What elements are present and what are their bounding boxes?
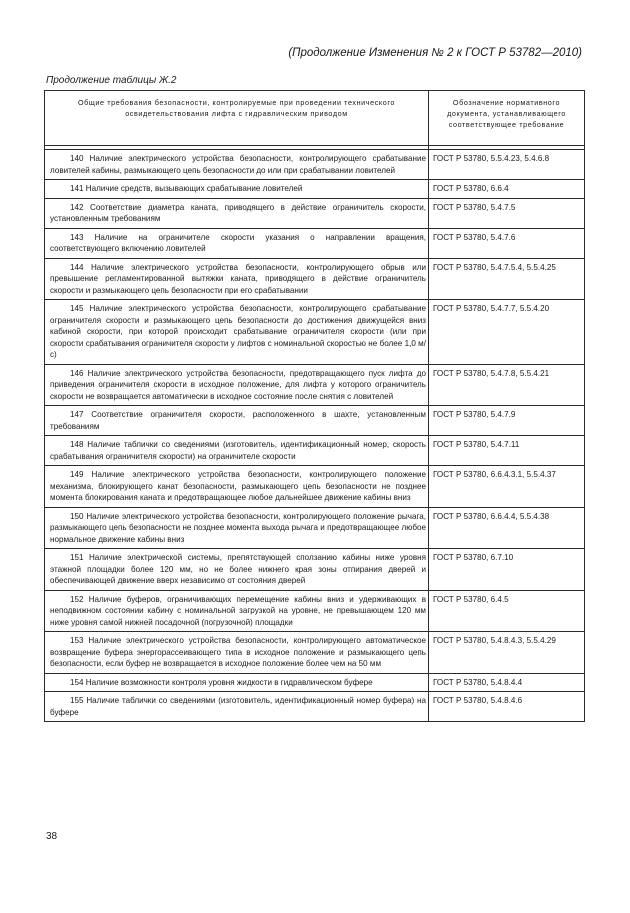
table-row [45, 300, 585, 365]
table-row [45, 692, 585, 722]
requirement-cell [45, 406, 429, 436]
requirement-cell [45, 364, 429, 406]
reference-cell: ГОСТ Р 53780, 5.5.4.23, 5.4.6.8 [429, 150, 585, 180]
requirement-cell [45, 258, 429, 300]
requirement-cell [45, 466, 429, 508]
reference-cell: ГОСТ Р 53780, 5.4.8.4.3, 5.5.4.29 [429, 632, 585, 674]
requirement-cell [45, 436, 429, 466]
requirement-text: 149 Наличие электрического устройства безопасности, контролирующего положение механизма, блокирующего канат безопасности, размыкающего цепь безопасности не позднее момента блокирования каната и предотвращающее любое дальнейшее движение кабины вниз [50, 470, 426, 502]
requirement-cell [45, 692, 429, 722]
table-row [45, 436, 585, 466]
requirement-text: 143 Наличие на ограничителе скорости указания о направлении вращения, соответствующего включению ловителей [50, 232, 426, 253]
table-row [45, 673, 585, 692]
requirement-cell [45, 507, 429, 549]
table-row [45, 590, 585, 632]
reference-cell: ГОСТ Р 53780, 5.4.7.8, 5.5.4.21 [429, 364, 585, 406]
reference-cell: ГОСТ Р 53780, 6.6.4 [429, 180, 585, 199]
table-row [45, 406, 585, 436]
table-row [45, 228, 585, 258]
reference-cell: ГОСТ Р 53780, 6.6.4.3.1, 5.5.4.37 [429, 466, 585, 508]
requirement-text: 142 Соответствие диаметра каната, приводящего в действие ограничитель скорости, установленным требованиям [50, 202, 426, 223]
requirement-text: 145 Наличие электрического устройства безопасности, контролирующего срабатывание ограничителя скорости и размыкающего цепь безопасности до достижения движущейся вниз кабиной скорости, при которой происходит срабатывание ограничителя скорости (или при скорости срабатывания ограничителя скорости у лифтов с номинальной скоростью не более 1,0 м/с) [50, 304, 426, 359]
requirement-cell [45, 198, 429, 228]
table-row [45, 150, 585, 180]
reference-cell: ГОСТ Р 53780, 6.7.10 [429, 549, 585, 591]
reference-cell: ГОСТ Р 53780, 5.4.7.5.4, 5.5.4.25 [429, 258, 585, 300]
reference-cell: ГОСТ Р 53780, 5.4.7.11 [429, 436, 585, 466]
requirement-text: 154 Наличие возможности контроля уровня жидкости в гидравлическом буфере [70, 677, 373, 687]
reference-cell: ГОСТ Р 53780, 6.4.5 [429, 590, 585, 632]
requirement-text: 155 Наличие таблички со сведениями (изготовитель, идентификационный номер буфера) на буфере [50, 696, 426, 717]
table-row [45, 466, 585, 508]
column-header-requirements: Общие требования безопасности, контролируемые при проведении технического освидетельствования лифта с гидравлическим приводом [45, 91, 429, 146]
table-row [45, 198, 585, 228]
column-header-reference: Обозначение нормативного документа, устанавливающего соответствующее требование [429, 91, 585, 146]
requirement-cell [45, 228, 429, 258]
table-row [45, 258, 585, 300]
requirement-text: 152 Наличие буферов, ограничивающих перемещение кабины вниз и удерживающих в неподвижном состоянии кабину с номинальной загрузкой на уровне, не превышающем 120 мм ниже уровня самой нижней посадочной (погрузочной) площадки [50, 594, 426, 627]
requirement-text: 150 Наличие электрического устройства безопасности, контролирующего положение рычага, размыкающего цепь безопасности не позднее момента выхода рычага и предотвращающее любое нормальное движение кабины вниз [50, 511, 426, 544]
table-row [45, 632, 585, 674]
reference-cell: ГОСТ Р 53780, 5.4.7.9 [429, 406, 585, 436]
requirement-text: 140 Наличие электрического устройства безопасности, контролирующего срабатывание ловителей кабины, размыкающего цепь безопасности до или при срабатывании ловителей [50, 154, 426, 175]
requirement-cell [45, 150, 429, 180]
table-row [45, 364, 585, 406]
requirement-cell [45, 590, 429, 632]
reference-cell: ГОСТ Р 53780, 5.4.7.5 [429, 198, 585, 228]
requirement-text: 147 Соответствие ограничителя скорости, расположенного в шахте, установленным требованиям [50, 410, 426, 431]
reference-cell: ГОСТ Р 53780, 5.4.7.6 [429, 228, 585, 258]
requirement-cell [45, 673, 429, 692]
requirement-text: 151 Наличие электрической системы, препятствующей сползанию кабины ниже уровня этажной площадки более 120 мм, но не более нижнего края зоны отпирания дверей и обеспечивающей движение вверх независимо от состояния дверей [50, 553, 426, 585]
requirement-text: 153 Наличие электрического устройства безопасности, контролирующего автоматическое возвращение буфера энергорассеивающего типа в исходное положение и размыкающего цепь безопасности, если буфер не возвращается в исходное положение более чем на 50 мм [50, 636, 426, 668]
table-caption: Продолжение таблицы Ж.2 [46, 75, 177, 86]
reference-cell: ГОСТ Р 53780, 5.4.7.7, 5.5.4.20 [429, 300, 585, 365]
continuation-header: (Продолжение Изменения № 2 к ГОСТ Р 53782—2010) [288, 47, 582, 59]
requirement-cell [45, 549, 429, 591]
table-row [45, 180, 585, 199]
requirement-text: 146 Наличие электрического устройства безопасности, предотвращающего пуск лифта до приведения ограничителя скорости в исходное положение, для лифта у которого ограничитель скорости не возвращается автоматически в исходное состояние после снятия с ловителей [50, 368, 426, 401]
requirement-cell [45, 632, 429, 674]
table-row [45, 507, 585, 549]
requirement-text: 148 Наличие таблички со сведениями (изготовитель, идентификационный номер, скорость срабатывания ограничителя скорости) на ограничителе скорости [50, 440, 426, 461]
page-number: 38 [46, 831, 58, 842]
reference-cell: ГОСТ Р 53780, 6.6.4.4, 5.5.4.38 [429, 507, 585, 549]
reference-cell: ГОСТ Р 53780, 5.4.8.4.4 [429, 673, 585, 692]
requirement-text: 144 Наличие электрического устройства безопасности, контролирующего обрыв или превышение регламентированной вытяжки каната, приводящего в действие ограничитель скорости и размыкающего цепь безопасности при его срабатывании [50, 262, 426, 295]
table-row [45, 549, 585, 591]
requirement-cell [45, 180, 429, 199]
reference-cell: ГОСТ Р 53780, 5.4.8.4.6 [429, 692, 585, 722]
requirement-text: 141 Наличие средств, вызывающих срабатывание ловителей [70, 184, 303, 193]
requirements-table [44, 90, 585, 722]
requirement-cell [45, 300, 429, 365]
